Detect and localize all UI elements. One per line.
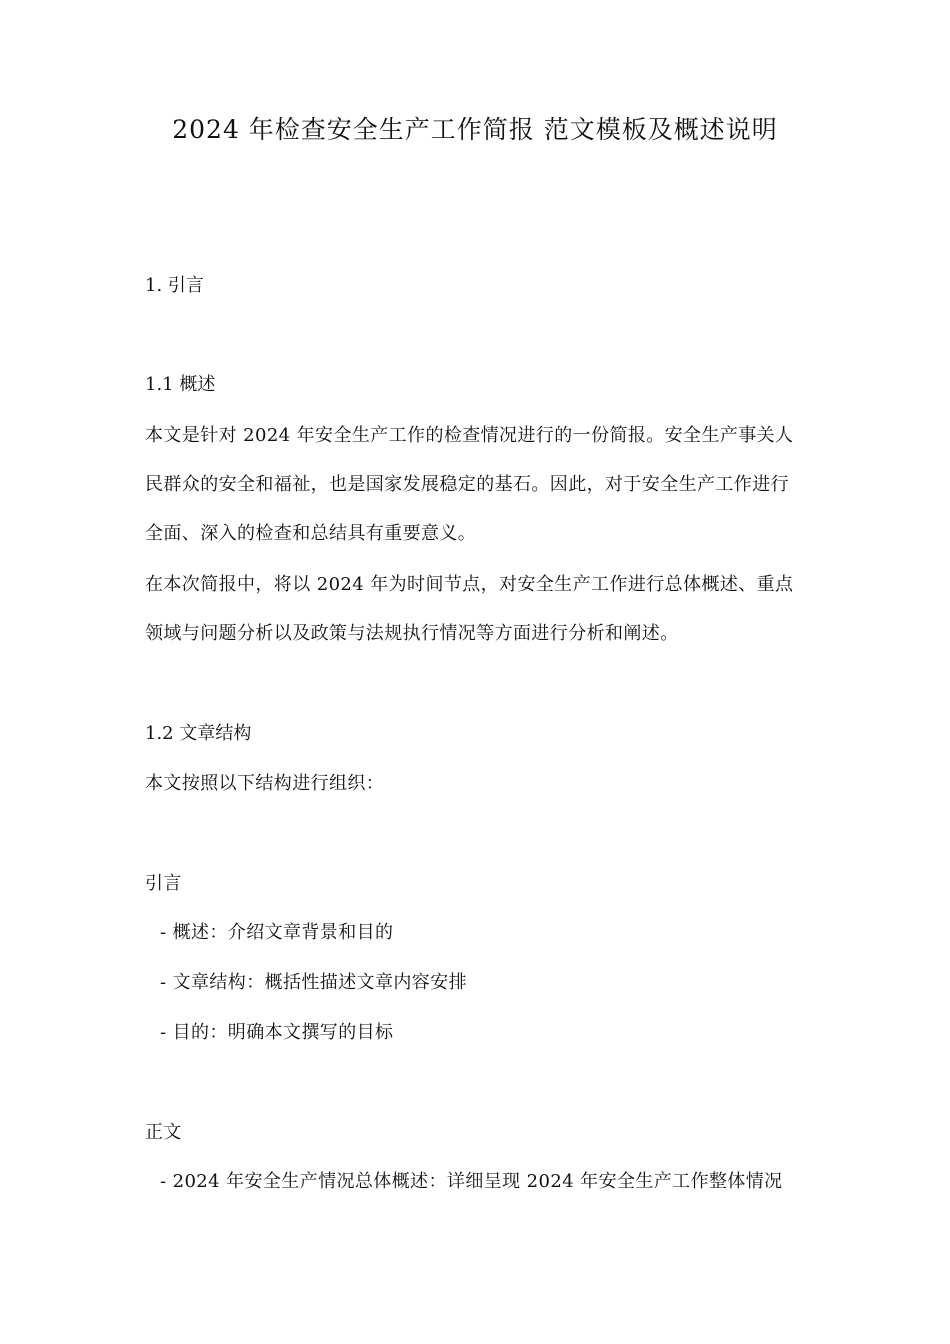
- list-item: - 概述：介绍文章背景和目的: [160, 922, 394, 943]
- paragraph-line: 本文是针对 2024 年安全生产工作的检查情况进行的一份简报。安全生产事关人: [145, 425, 794, 446]
- structure-group-label: 引言: [145, 873, 182, 894]
- paragraph-line: 民群众的安全和福祉，也是国家发展稳定的基石。因此，对于安全生产工作进行: [145, 474, 789, 495]
- structure-group-label: 正文: [145, 1122, 182, 1143]
- list-item: - 文章结构：概括性描述文章内容安排: [160, 972, 468, 993]
- structure-intro: 本文按照以下结构进行组织：: [145, 773, 385, 794]
- paragraph-line: 在本次简报中，将以 2024 年为时间节点，对安全生产工作进行总体概述、重点: [145, 574, 794, 595]
- section-1-2-heading: 1.2 文章结构: [145, 723, 252, 744]
- paragraph-line: 全面、深入的检查和总结具有重要意义。: [145, 523, 477, 544]
- section-1-heading: 1. 引言: [145, 275, 204, 296]
- section-1-1-heading: 1.1 概述: [145, 374, 216, 395]
- paragraph-line: 领域与问题分析以及政策与法规执行情况等方面进行分析和阐述。: [145, 623, 679, 644]
- document-title: 2024 年检查安全生产工作简报 范文模板及概述说明: [172, 115, 778, 144]
- list-item: - 目的：明确本文撰写的目标: [160, 1022, 394, 1043]
- list-item: - 2024 年安全生产情况总体概述：详细呈现 2024 年安全生产工作整体情况: [160, 1171, 783, 1192]
